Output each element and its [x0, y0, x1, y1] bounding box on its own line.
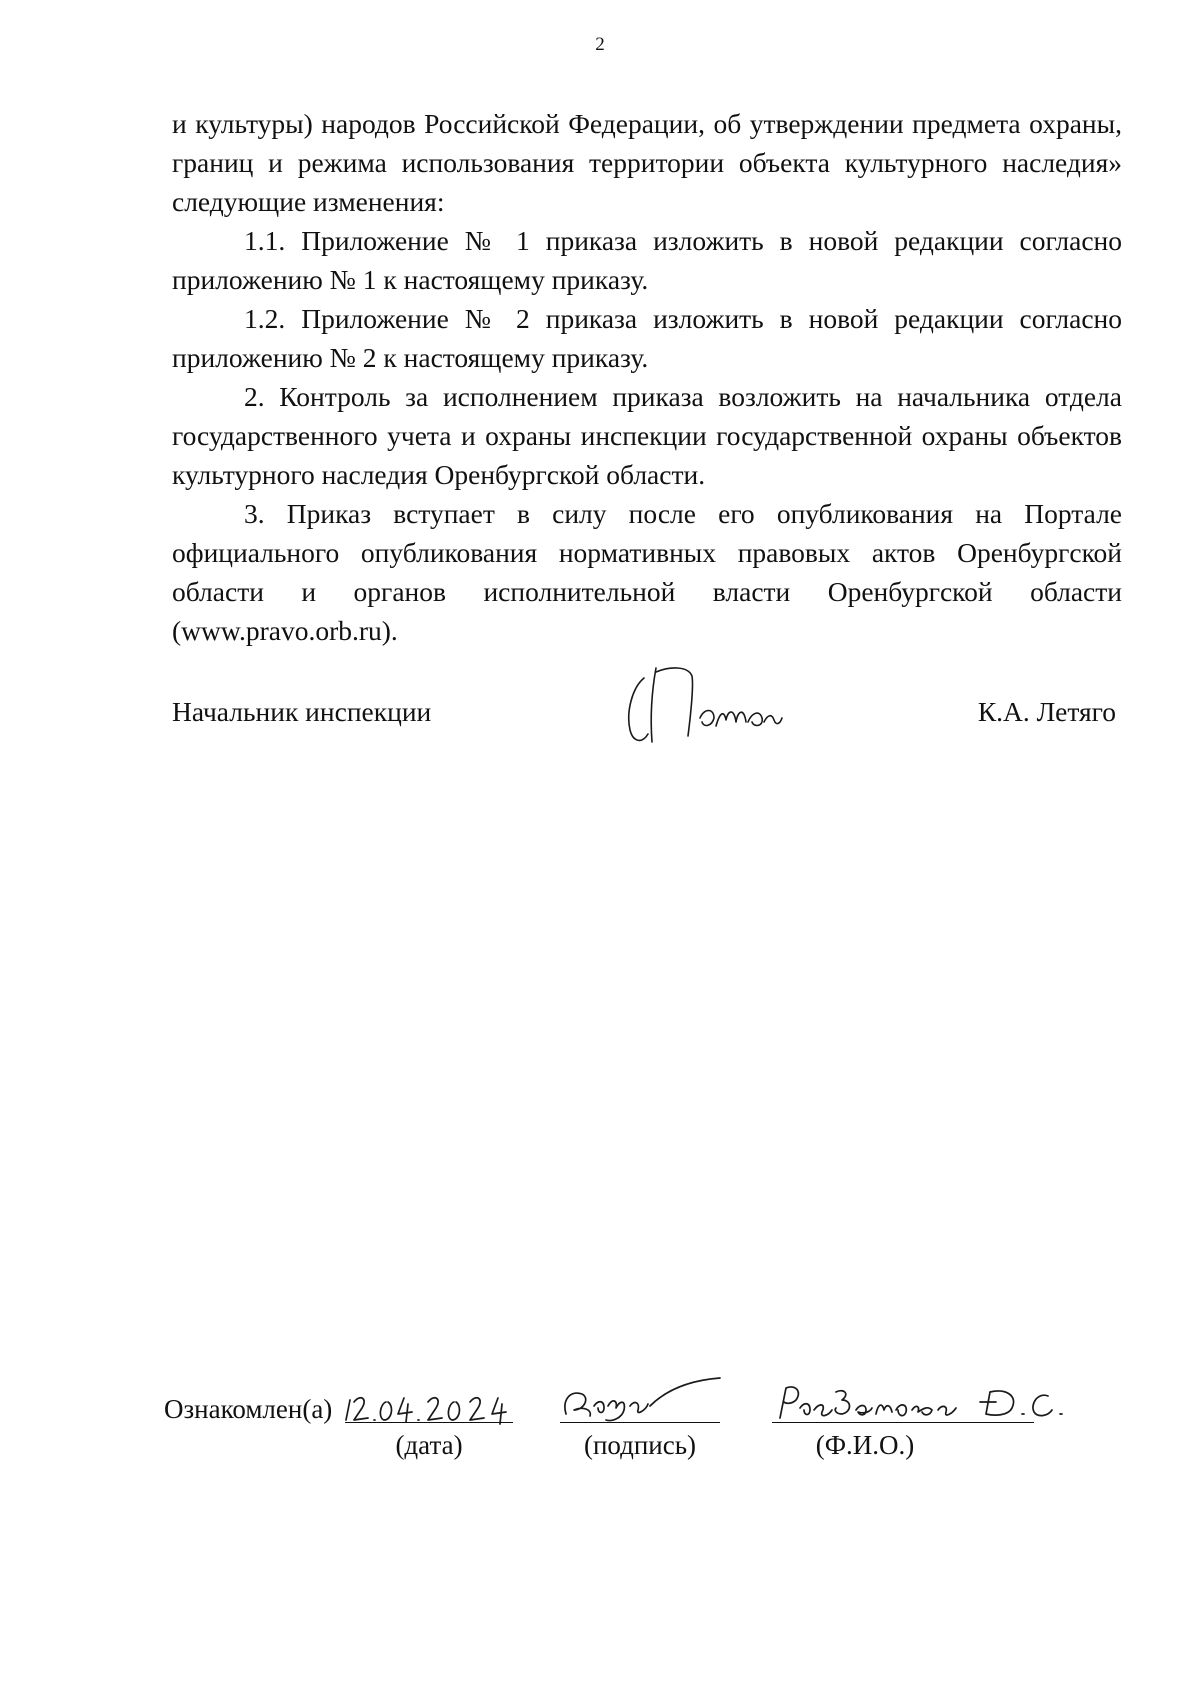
handwritten-signature [622, 660, 802, 750]
signature-caption: (подпись) [583, 1430, 697, 1460]
signature-line [560, 1422, 720, 1423]
date-caption: (дата) [395, 1430, 463, 1460]
paragraph-1-2: 1.2. Приложение № 2 приказа изложить в новой редакции согласно приложению № 2 к настоящему приказу. [172, 303, 1122, 373]
handwritten-fio [772, 1380, 1084, 1424]
acknowledgement-block [0, 1382, 1200, 1482]
signatory-position: Начальник инспекции [172, 696, 432, 727]
acknowledgement-label: Ознакомлен(а) [164, 1394, 333, 1424]
paragraph-intro: и культуры) народов Российской Федерации, об утверждении предмета охраны, границ и режима использования территории объекта культурного наследия» следующие изменения: [172, 108, 1122, 217]
paragraph-1-1: 1.1. Приложение № 1 приказа изложить в новой редакции согласно приложению № 1 к настоящему приказу. [172, 225, 1122, 295]
document-body [172, 104, 1122, 650]
fio-line [772, 1422, 1034, 1423]
handwritten-date [342, 1386, 514, 1426]
signature-block [172, 686, 1122, 746]
paragraph-2: 2. Контроль за исполнением приказа возложить на начальника отдела государственного учета и охраны инспекции государственной охраны объектов культурного наследия Оренбургской области. [172, 381, 1122, 490]
fio-caption: (Ф.И.О.) [815, 1430, 915, 1460]
page-number: 2 [595, 34, 605, 55]
paragraph-3: 3. Приказ вступает в силу после его опубликования на Портале официального опубликования нормативных правовых актов Оренбургской области и органов исполнительной власти Оренбургской области (www.pravo.orb.ru). [172, 498, 1122, 646]
date-line [345, 1422, 513, 1423]
handwritten-acknowledgement-signature [560, 1376, 732, 1424]
signatory-name: К.А. Летяго [977, 696, 1116, 727]
